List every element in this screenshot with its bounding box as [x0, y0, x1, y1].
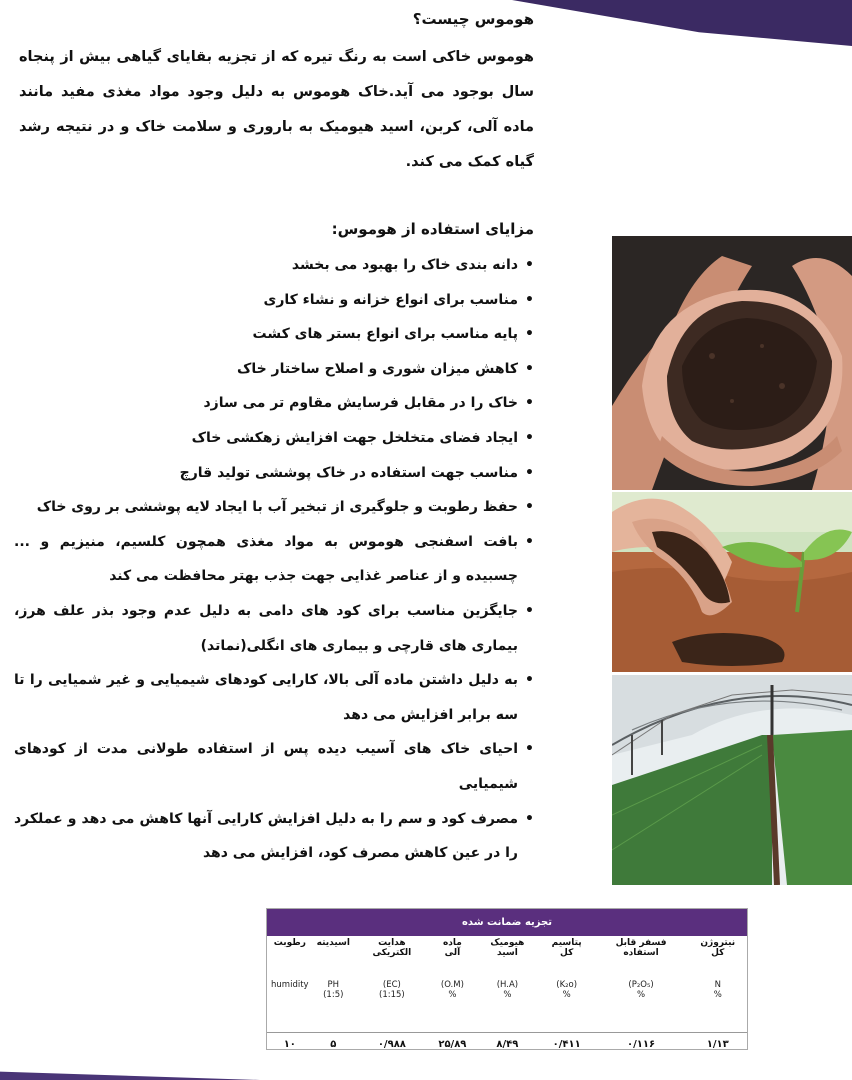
value-cell: ۰/۱۱۶: [627, 1039, 656, 1050]
bullet-icon: •: [525, 257, 534, 273]
benefit-item: • مناسب برای انواع خزانه و نشاء کاری: [14, 283, 534, 318]
value-cell: ۱/۱۳: [706, 1039, 729, 1050]
value-cell: ۵: [330, 1039, 337, 1050]
value-cell: ۸/۴۹: [496, 1039, 519, 1050]
header-cell: هدایت الکتریکی: [372, 938, 412, 958]
benefit-item: • مصرف کود و سم را به دلیل افزایش کارایی آنها کاهش می دهد و عملکرد را در عین کاهش مصرف کود، افزایش می دهد: [14, 802, 534, 871]
footer-decor-band: [0, 1066, 260, 1080]
unit-cell: N %: [689, 978, 747, 1033]
benefit-item: • جایگزین مناسب برای کود های دامی به دلیل عدم وجود بذر علف هرز، بیماری های قارچی و بیماری های انگلی(نماتد): [14, 594, 534, 663]
unit-cell: (P₂O₅) %: [594, 978, 689, 1033]
value-cell: ۰/۹۸۸: [377, 1039, 406, 1050]
header-cell: هیومیک اسید: [490, 938, 525, 958]
benefit-item: • احیای خاک های آسیب دیده پس از استفاده طولانی مدت از کودهای شیمیایی: [14, 732, 534, 801]
section-title-what-is-humus: هوموس چیست؟: [412, 10, 534, 28]
bullet-icon: •: [525, 499, 534, 516]
bullet-icon: •: [525, 672, 534, 689]
unit-cell: (O.M) %: [430, 978, 475, 1033]
benefit-item: • دانه بندی خاک را بهبود می بخشد: [14, 248, 534, 283]
bullet-icon: •: [525, 326, 534, 343]
table-title: تجزیه ضمانت شده: [267, 909, 747, 936]
benefit-item: • مناسب جهت استفاده در خاک پوششی تولید قارچ: [14, 456, 534, 491]
benefit-item: • بافت اسفنجی هوموس به مواد مغذی همچون کلسیم، منیزیم و ... چسبیده و از عناصر غذایی جهت جذب بهتر محافظت می کند: [14, 525, 534, 594]
table-header-row: [267, 936, 747, 978]
header-cell: ماده آلی: [442, 938, 462, 958]
photo-greenhouse: [612, 675, 852, 885]
table-units-row: [267, 978, 747, 1033]
bullet-icon: •: [525, 602, 534, 619]
header-cell: نیتروژن کل: [700, 938, 736, 958]
unit-cell: PH (1:5): [313, 978, 354, 1033]
bullet-icon: •: [525, 429, 534, 446]
bullet-icon: •: [525, 810, 534, 827]
photo-hands-holding-soil: [612, 236, 852, 490]
benefit-item: • خاک را در مقابل فرسایش مقاوم تر می سازد: [14, 386, 534, 421]
intro-paragraph: هوموس خاکی است به رنگ تیره که از تجزیه بقایای گیاهی بیش از پنجاه سال بوجود می آید.خاک هوموس به دلیل وجود مواد مغذی مفید مانند ماده آلی، کربن، اسید هیومیک به باروری و سلامت خاک و در نتیجه رشد گیاه کمک می کند.: [19, 49, 534, 170]
bullet-icon: •: [525, 533, 534, 550]
section-title-benefits: مزایای استفاده از هوموس:: [331, 220, 534, 238]
benefit-item: • حفظ رطوبت و جلوگیری از تبخیر آب با ایجاد لایه پوششی بر روی خاک: [14, 490, 534, 525]
header-cell: اسیدیته: [316, 938, 350, 948]
analysis-grid: [267, 936, 747, 1061]
bullet-icon: •: [525, 741, 534, 758]
bullet-icon: •: [525, 395, 534, 412]
benefit-item: • کاهش میزان شوری و اصلاح ساختار خاک: [14, 352, 534, 387]
bullet-icon: •: [525, 464, 534, 481]
header-cell: فسفر قابل استفاده: [615, 938, 667, 958]
unit-cell: (EC) (1:15): [354, 978, 430, 1033]
bullet-icon: •: [525, 291, 534, 308]
benefits-list: [14, 248, 534, 871]
benefit-item: • پایه مناسب برای انواع بستر های کشت: [14, 317, 534, 352]
value-cell: ۱۰: [283, 1039, 296, 1050]
guaranteed-analysis-table: [266, 908, 748, 1050]
unit-cell: (H.A) %: [475, 978, 540, 1033]
value-cell: ۰/۴۱۱: [552, 1039, 581, 1050]
benefit-item: • به دلیل داشتن ماده آلی بالا، کارایی کودهای شیمیایی و غیر شمیایی را تا سه برابر افزایش می دهد: [14, 663, 534, 732]
table-values-row: [267, 1033, 747, 1062]
unit-cell: humidity: [267, 978, 313, 1033]
photo-seedling-soil: [612, 492, 852, 672]
header-cell: رطوبت: [273, 938, 306, 948]
header-cell: پتاسیم کل: [551, 938, 582, 958]
value-cell: ۲۵/۸۹: [438, 1039, 467, 1050]
bullet-icon: •: [525, 360, 534, 377]
benefit-item: • ایجاد فضای متخلخل جهت افزایش زهکشی خاک: [14, 421, 534, 456]
unit-cell: (K₂o) %: [540, 978, 594, 1033]
header-decor-band: [512, 0, 852, 46]
